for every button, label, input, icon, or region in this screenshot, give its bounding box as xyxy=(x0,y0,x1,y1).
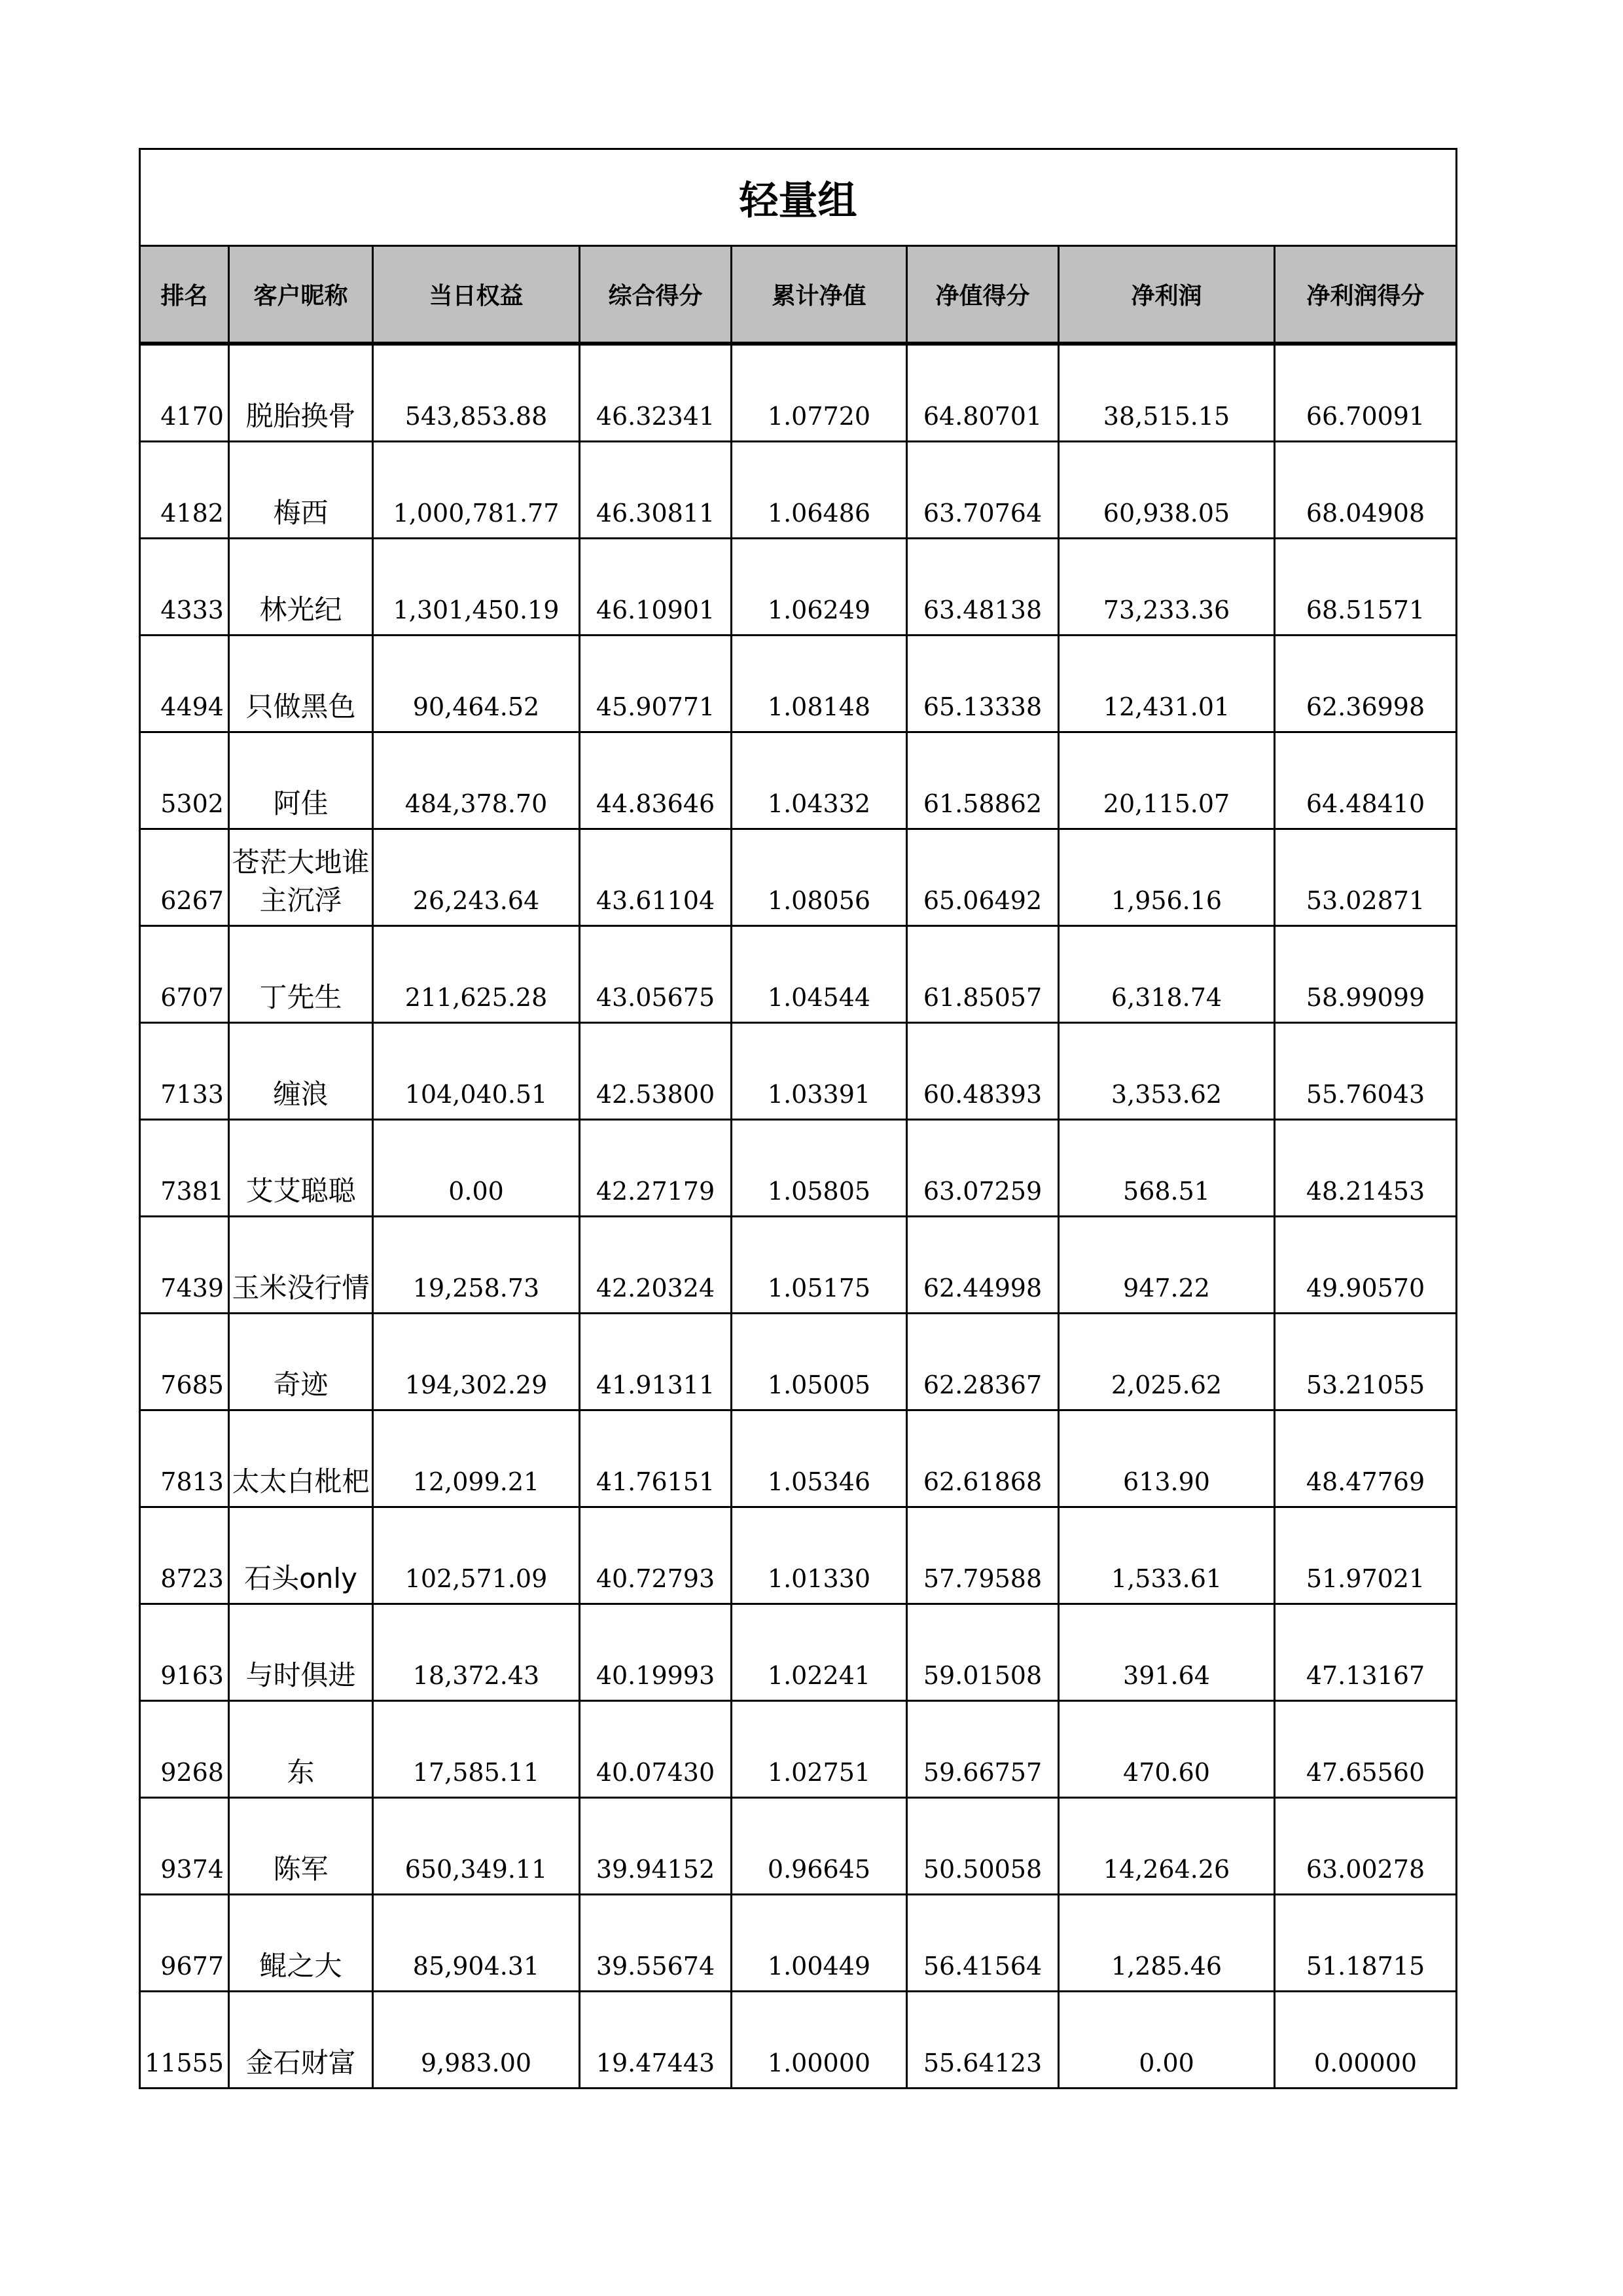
net-profit-cell: 1,285.46 xyxy=(1059,1895,1275,1992)
nav-cell: 1.01330 xyxy=(732,1507,907,1604)
total-score-cell: 44.83646 xyxy=(580,732,732,829)
net-profit-score-cell: 64.48410 xyxy=(1275,732,1457,829)
rank-cell: 9163 xyxy=(140,1604,229,1701)
net-profit-score-cell: 48.47769 xyxy=(1275,1410,1457,1507)
net-profit-cell: 470.60 xyxy=(1059,1701,1275,1798)
nickname-cell: 脱胎换骨 xyxy=(229,345,373,442)
table-title: 轻量组 xyxy=(140,149,1457,246)
nav-cell: 1.02241 xyxy=(732,1604,907,1701)
column-header: 排名 xyxy=(140,246,229,343)
net-profit-score-cell: 55.76043 xyxy=(1275,1023,1457,1120)
column-header: 净利润 xyxy=(1059,246,1275,343)
nickname-cell: 东 xyxy=(229,1701,373,1798)
net-profit-score-cell: 58.99099 xyxy=(1275,926,1457,1023)
table-row xyxy=(140,1992,1457,2089)
rank-cell: 6707 xyxy=(140,926,229,1023)
total-score-cell: 43.05675 xyxy=(580,926,732,1023)
table-row xyxy=(140,1604,1457,1701)
net-profit-cell: 947.22 xyxy=(1059,1217,1275,1314)
total-score-cell: 41.91311 xyxy=(580,1314,732,1410)
table-row xyxy=(140,1314,1457,1410)
net-profit-cell: 2,025.62 xyxy=(1059,1314,1275,1410)
nav-cell: 0.96645 xyxy=(732,1798,907,1895)
nav-score-cell: 50.50058 xyxy=(907,1798,1059,1895)
nickname-cell: 与时俱进 xyxy=(229,1604,373,1701)
equity-cell: 484,378.70 xyxy=(373,732,580,829)
equity-cell: 90,464.52 xyxy=(373,636,580,732)
net-profit-score-cell: 49.90570 xyxy=(1275,1217,1457,1314)
rank-cell: 9374 xyxy=(140,1798,229,1895)
nav-cell: 1.05005 xyxy=(732,1314,907,1410)
column-header: 客户昵称 xyxy=(229,246,373,343)
nav-cell: 1.05175 xyxy=(732,1217,907,1314)
nav-score-cell: 56.41564 xyxy=(907,1895,1059,1992)
nickname-cell: 艾艾聪聪 xyxy=(229,1120,373,1217)
net-profit-score-cell: 63.00278 xyxy=(1275,1798,1457,1895)
rank-cell: 11555 xyxy=(140,1992,229,2089)
total-score-cell: 39.55674 xyxy=(580,1895,732,1992)
net-profit-score-cell: 68.51571 xyxy=(1275,539,1457,636)
nav-cell: 1.00449 xyxy=(732,1895,907,1992)
table-row xyxy=(140,1120,1457,1217)
table-row xyxy=(140,829,1457,926)
equity-cell: 18,372.43 xyxy=(373,1604,580,1701)
equity-cell: 194,302.29 xyxy=(373,1314,580,1410)
nickname-cell: 金石财富 xyxy=(229,1992,373,2089)
nav-cell: 1.08148 xyxy=(732,636,907,732)
net-profit-score-cell: 53.02871 xyxy=(1275,829,1457,926)
equity-cell: 12,099.21 xyxy=(373,1410,580,1507)
nav-cell: 1.04332 xyxy=(732,732,907,829)
nav-cell: 1.04544 xyxy=(732,926,907,1023)
nickname-cell: 鲲之大 xyxy=(229,1895,373,1992)
total-score-cell: 42.53800 xyxy=(580,1023,732,1120)
nav-cell: 1.05805 xyxy=(732,1120,907,1217)
equity-cell: 85,904.31 xyxy=(373,1895,580,1992)
net-profit-cell: 1,533.61 xyxy=(1059,1507,1275,1604)
net-profit-cell: 60,938.05 xyxy=(1059,442,1275,539)
column-header: 净利润得分 xyxy=(1275,246,1457,343)
equity-cell: 650,349.11 xyxy=(373,1798,580,1895)
rank-cell: 7133 xyxy=(140,1023,229,1120)
equity-cell: 1,000,781.77 xyxy=(373,442,580,539)
total-score-cell: 45.90771 xyxy=(580,636,732,732)
nav-score-cell: 60.48393 xyxy=(907,1023,1059,1120)
table-row xyxy=(140,1410,1457,1507)
total-score-cell: 39.94152 xyxy=(580,1798,732,1895)
equity-cell: 102,571.09 xyxy=(373,1507,580,1604)
net-profit-cell: 3,353.62 xyxy=(1059,1023,1275,1120)
nav-score-cell: 62.44998 xyxy=(907,1217,1059,1314)
nickname-cell: 梅西 xyxy=(229,442,373,539)
nickname-cell: 陈军 xyxy=(229,1798,373,1895)
total-score-cell: 42.20324 xyxy=(580,1217,732,1314)
rank-cell: 4182 xyxy=(140,442,229,539)
nav-cell: 1.05346 xyxy=(732,1410,907,1507)
net-profit-cell: 613.90 xyxy=(1059,1410,1275,1507)
nav-cell: 1.06486 xyxy=(732,442,907,539)
net-profit-cell: 6,318.74 xyxy=(1059,926,1275,1023)
nav-score-cell: 63.70764 xyxy=(907,442,1059,539)
nickname-cell: 阿佳 xyxy=(229,732,373,829)
rank-cell: 8723 xyxy=(140,1507,229,1604)
net-profit-cell: 38,515.15 xyxy=(1059,345,1275,442)
table-row xyxy=(140,926,1457,1023)
nickname-cell: 玉米没行情 xyxy=(229,1217,373,1314)
equity-cell: 0.00 xyxy=(373,1120,580,1217)
nav-cell: 1.03391 xyxy=(732,1023,907,1120)
total-score-cell: 46.32341 xyxy=(580,345,732,442)
net-profit-score-cell: 47.13167 xyxy=(1275,1604,1457,1701)
total-score-cell: 41.76151 xyxy=(580,1410,732,1507)
nav-score-cell: 62.28367 xyxy=(907,1314,1059,1410)
net-profit-cell: 391.64 xyxy=(1059,1604,1275,1701)
equity-cell: 19,258.73 xyxy=(373,1217,580,1314)
nav-score-cell: 61.58862 xyxy=(907,732,1059,829)
net-profit-score-cell: 0.00000 xyxy=(1275,1992,1457,2089)
table-body xyxy=(140,343,1457,2089)
rank-cell: 7439 xyxy=(140,1217,229,1314)
column-header: 累计净值 xyxy=(732,246,907,343)
equity-cell: 17,585.11 xyxy=(373,1701,580,1798)
net-profit-score-cell: 51.18715 xyxy=(1275,1895,1457,1992)
rank-cell: 7685 xyxy=(140,1314,229,1410)
nav-score-cell: 62.61868 xyxy=(907,1410,1059,1507)
rank-cell: 9268 xyxy=(140,1701,229,1798)
table-row xyxy=(140,1701,1457,1798)
net-profit-score-cell: 48.21453 xyxy=(1275,1120,1457,1217)
total-score-cell: 40.72793 xyxy=(580,1507,732,1604)
nav-score-cell: 64.80701 xyxy=(907,345,1059,442)
column-header: 净值得分 xyxy=(907,246,1059,343)
rank-cell: 7381 xyxy=(140,1120,229,1217)
net-profit-score-cell: 47.65560 xyxy=(1275,1701,1457,1798)
nickname-cell: 石头only xyxy=(229,1507,373,1604)
nav-score-cell: 57.79588 xyxy=(907,1507,1059,1604)
nav-score-cell: 65.06492 xyxy=(907,829,1059,926)
nav-score-cell: 61.85057 xyxy=(907,926,1059,1023)
rank-cell: 4170 xyxy=(140,345,229,442)
rank-cell: 9677 xyxy=(140,1895,229,1992)
total-score-cell: 43.61104 xyxy=(580,829,732,926)
nickname-cell: 只做黑色 xyxy=(229,636,373,732)
net-profit-cell: 568.51 xyxy=(1059,1120,1275,1217)
table-row xyxy=(140,539,1457,636)
nickname-cell: 林光纪 xyxy=(229,539,373,636)
nav-score-cell: 59.66757 xyxy=(907,1701,1059,1798)
ranking-table xyxy=(139,148,1457,2089)
table-row xyxy=(140,345,1457,442)
equity-cell: 104,040.51 xyxy=(373,1023,580,1120)
rank-cell: 4333 xyxy=(140,539,229,636)
equity-cell: 1,301,450.19 xyxy=(373,539,580,636)
net-profit-score-cell: 53.21055 xyxy=(1275,1314,1457,1410)
total-score-cell: 46.30811 xyxy=(580,442,732,539)
table-row xyxy=(140,442,1457,539)
nav-score-cell: 55.64123 xyxy=(907,1992,1059,2089)
net-profit-cell: 1,956.16 xyxy=(1059,829,1275,926)
nav-cell: 1.07720 xyxy=(732,345,907,442)
table-row xyxy=(140,636,1457,732)
header-row xyxy=(140,246,1457,343)
net-profit-cell: 73,233.36 xyxy=(1059,539,1275,636)
rank-cell: 4494 xyxy=(140,636,229,732)
total-score-cell: 40.19993 xyxy=(580,1604,732,1701)
equity-cell: 543,853.88 xyxy=(373,345,580,442)
total-score-cell: 46.10901 xyxy=(580,539,732,636)
net-profit-score-cell: 62.36998 xyxy=(1275,636,1457,732)
nickname-cell: 太太白枇杷 xyxy=(229,1410,373,1507)
equity-cell: 26,243.64 xyxy=(373,829,580,926)
net-profit-score-cell: 51.97021 xyxy=(1275,1507,1457,1604)
nickname-cell: 缠浪 xyxy=(229,1023,373,1120)
nickname-cell: 苍茫大地谁主沉浮 xyxy=(229,829,373,926)
table-row xyxy=(140,1798,1457,1895)
nickname-cell: 丁先生 xyxy=(229,926,373,1023)
nav-score-cell: 65.13338 xyxy=(907,636,1059,732)
nav-score-cell: 59.01508 xyxy=(907,1604,1059,1701)
nav-cell: 1.02751 xyxy=(732,1701,907,1798)
table-row xyxy=(140,732,1457,829)
column-header: 当日权益 xyxy=(373,246,580,343)
nav-cell: 1.06249 xyxy=(732,539,907,636)
table-row xyxy=(140,1895,1457,1992)
equity-cell: 211,625.28 xyxy=(373,926,580,1023)
rank-cell: 5302 xyxy=(140,732,229,829)
nav-score-cell: 63.48138 xyxy=(907,539,1059,636)
table-row xyxy=(140,1217,1457,1314)
net-profit-score-cell: 66.70091 xyxy=(1275,345,1457,442)
net-profit-cell: 12,431.01 xyxy=(1059,636,1275,732)
nickname-cell: 奇迹 xyxy=(229,1314,373,1410)
nav-score-cell: 63.07259 xyxy=(907,1120,1059,1217)
equity-cell: 9,983.00 xyxy=(373,1992,580,2089)
net-profit-score-cell: 68.04908 xyxy=(1275,442,1457,539)
net-profit-cell: 20,115.07 xyxy=(1059,732,1275,829)
net-profit-cell: 14,264.26 xyxy=(1059,1798,1275,1895)
table-row xyxy=(140,1023,1457,1120)
nav-cell: 1.00000 xyxy=(732,1992,907,2089)
total-score-cell: 42.27179 xyxy=(580,1120,732,1217)
table-row xyxy=(140,1507,1457,1604)
total-score-cell: 40.07430 xyxy=(580,1701,732,1798)
total-score-cell: 19.47443 xyxy=(580,1992,732,2089)
rank-cell: 7813 xyxy=(140,1410,229,1507)
column-header: 综合得分 xyxy=(580,246,732,343)
rank-cell: 6267 xyxy=(140,829,229,926)
nav-cell: 1.08056 xyxy=(732,829,907,926)
net-profit-cell: 0.00 xyxy=(1059,1992,1275,2089)
